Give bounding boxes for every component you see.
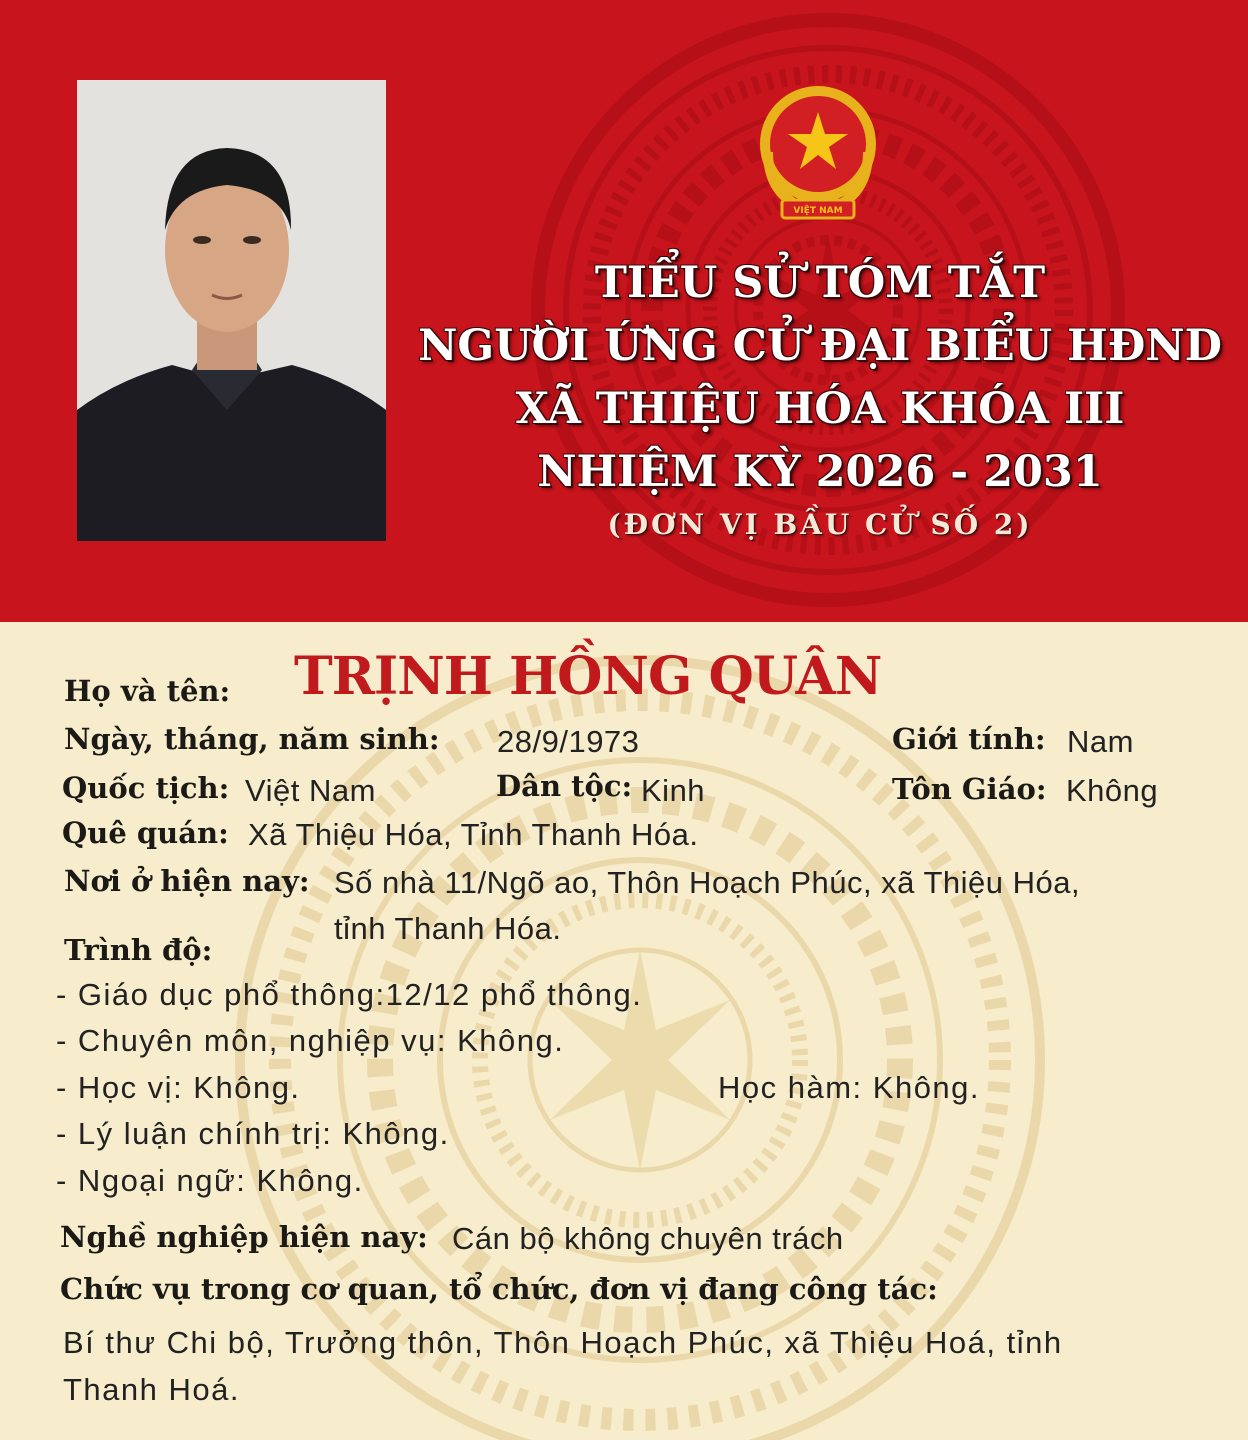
candidate-photo [77, 80, 386, 541]
name-label: Họ và tên: [64, 674, 231, 708]
education-general: - Giáo dục phổ thông:12/12 phổ thông. [56, 977, 643, 1012]
education-professional: - Chuyên môn, nghiệp vụ: Không. [56, 1023, 565, 1058]
ethnicity-label: Dân tộc: [496, 769, 633, 803]
title-line-3: XÃ THIỆU HÓA KHÓA III [515, 384, 1125, 434]
foreign-language: - Ngoại ngữ: Không. [56, 1163, 364, 1198]
candidate-name: TRỊNH HỒNG QUÂN [294, 646, 882, 707]
nationality-label: Quốc tịch: [62, 771, 230, 805]
gender-label: Giới tính: [892, 722, 1046, 756]
political-theory: - Lý luận chính trị: Không. [56, 1116, 450, 1151]
occupation-label: Nghề nghiệp hiện nay: [60, 1220, 428, 1254]
header-banner [0, 0, 1248, 622]
position-line-1: Bí thư Chi bộ, Trưởng thôn, Thôn Hoạch Phúc, xã Thiệu Hoá, tỉnh [63, 1325, 1063, 1360]
header-title [410, 252, 1230, 504]
dob-label: Ngày, tháng, năm sinh: [64, 722, 440, 756]
emblem-label: VIỆT NAM [793, 206, 843, 216]
position-line-2: Thanh Hoá. [63, 1372, 240, 1407]
residence-line-2: tỉnh Thanh Hóa. [334, 911, 562, 946]
national-emblem-icon [738, 82, 898, 232]
residence-label: Nơi ở hiện nay: [64, 864, 310, 898]
gender-value: Nam [1067, 724, 1134, 759]
title-line-4: NHIỆM KỲ 2026 - 2031 [537, 447, 1103, 497]
hometown-label: Quê quán: [62, 816, 229, 850]
academic-title: Học hàm: Không. [718, 1070, 981, 1105]
degree: - Học vị: Không. [56, 1070, 301, 1105]
ethnicity-value: Kinh [641, 773, 706, 808]
electoral-unit-subtitle: (ĐƠN VỊ BẦU CỬ SỐ 2) [607, 508, 1033, 541]
religion-value: Không [1066, 773, 1159, 808]
religion-label: Tôn Giáo: [892, 772, 1047, 806]
title-line-2: NGƯỜI ỨNG CỬ ĐẠI BIỂU HĐND [418, 321, 1222, 371]
title-line-1: TIỂU SỬ TÓM TẮT [594, 258, 1046, 308]
residence-line-1: Số nhà 11/Ngõ ao, Thôn Hoạch Phúc, xã Thiệu Hóa, [334, 865, 1081, 900]
dob-value: 28/9/1973 [497, 724, 640, 759]
education-label: Trình độ: [64, 933, 213, 967]
position-label: Chức vụ trong cơ quan, tổ chức, đơn vị đang công tác: [60, 1272, 938, 1306]
nationality-value: Việt Nam [245, 773, 376, 808]
hometown-value: Xã Thiệu Hóa, Tỉnh Thanh Hóa. [248, 817, 699, 852]
occupation-value: Cán bộ không chuyên trách [452, 1221, 844, 1256]
